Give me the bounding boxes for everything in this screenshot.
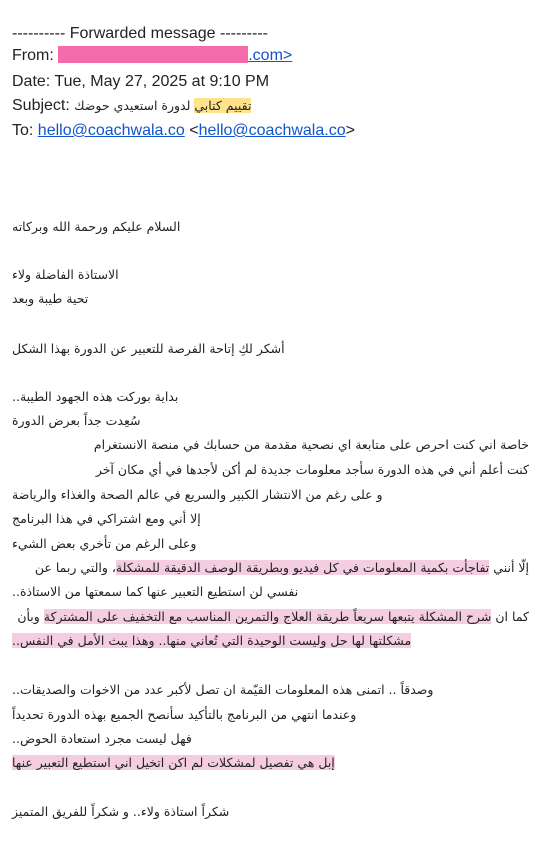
body-line: و على رغم من الانتشار الكبير والسريع في عالم الصحة والغذاء والرياضة [12,487,383,502]
highlighted-text: مشكلتها لها حل وليست الوحيدة التي تُعاني منها.. وهذا يبث الأمل في النفس.. [12,633,412,648]
recipient-email-link-2[interactable]: hello@coachwala.co [198,122,346,139]
highlighted-text: إبل هي تفصيل لمشكلات لم اكن اتخيل اني استطيع التعبير عنها [12,755,335,770]
addressee: الاستاذة الفاضلة ولاء [12,267,119,282]
subject-text [74,98,251,113]
body-line-highlighted [9,608,529,626]
highlighted-text: شرح المشكلة يتبعها سريعاً طريقة العلاج والتمرين المناسب مع التخفيف على المشتركة [43,609,492,624]
date-line: Date: Tue, May 27, 2025 at 9:10 PM [12,73,270,90]
closing-line: شكراً استاذة ولاء.. و شكراً للفريق المتميز [12,804,230,819]
subject-label: Subject: [12,97,75,114]
from-line [12,46,292,66]
body-line: بداية بوركت هذه الجهود الطيبة.. [12,389,179,404]
line-prefix: كما ان [491,609,529,624]
body-line: وعلى الرغم من تأخري بعض الشيء [12,536,197,551]
redacted-sender [58,46,248,63]
sender-email-link[interactable]: .com> [248,47,293,64]
line-prefix: إلّا أنني [489,560,529,575]
body-line: خاصة اني كنت احرص على متابعة اي نصحية مقدمة من حسابك في منصة الانستغرام [93,437,529,452]
line-suffix: وبأن [17,609,44,624]
body-line: فهل ليست مجرد استعادة الحوض.. [12,731,192,746]
body-line: وعندما انتهي من البرنامج بالتأكيد سأنصح الجميع بهذه الدورة تحديداً [12,707,357,722]
body-line-highlighted [9,559,529,577]
to-line [12,121,355,141]
from-label: From: [12,47,59,64]
subject-rest: لدورة استعيدي حوضك [74,98,195,113]
body-line: وصدقاً .. اتمنى هذه المعلومات القيّمة ان تصل لأكبر عدد من الاخوات والصديقات.. [12,682,434,697]
subject-highlight: تقييم كتابي [194,98,252,113]
body-line: نفسي لن استطيع التعبير عنها كما سمعتها من الاستاذة.. [12,584,299,599]
to-angle-open: < [184,122,199,139]
to-angle-close: > [345,122,355,139]
to-label: To: [12,122,38,139]
body-line: كنت أعلم أني في هذه الدورة سأجد معلومات جديدة لم أكن لأجدها في أي مكان آخر [95,462,529,477]
salutation: تحية طيبة وبعد [12,291,89,306]
body-line: سُعِدت جداً بعرض الدورة [12,413,141,428]
body-line: إلا أني ومع اشتراكي في هذا البرنامج [12,511,201,526]
subject-line [12,96,251,116]
thanks-line: أشكر لكِ إتاحة الفرصة للتعبير عن الدورة بهذا الشكل [12,341,285,356]
greeting: السلام عليكم ورحمة الله وبركاته [12,219,181,234]
line-suffix: ، والتي ربما عن [34,560,116,575]
recipient-email-link[interactable]: hello@coachwala.co [37,122,185,139]
body-line-highlighted [12,754,335,772]
forwarded-divider: ---------- Forwarded message --------- [12,25,268,42]
body-line-highlighted [12,632,411,650]
highlighted-text: تفاجأت بكمية المعلومات في كل فيديو وبطريقة الوصف الدقيقة للمشكلة [115,560,490,575]
